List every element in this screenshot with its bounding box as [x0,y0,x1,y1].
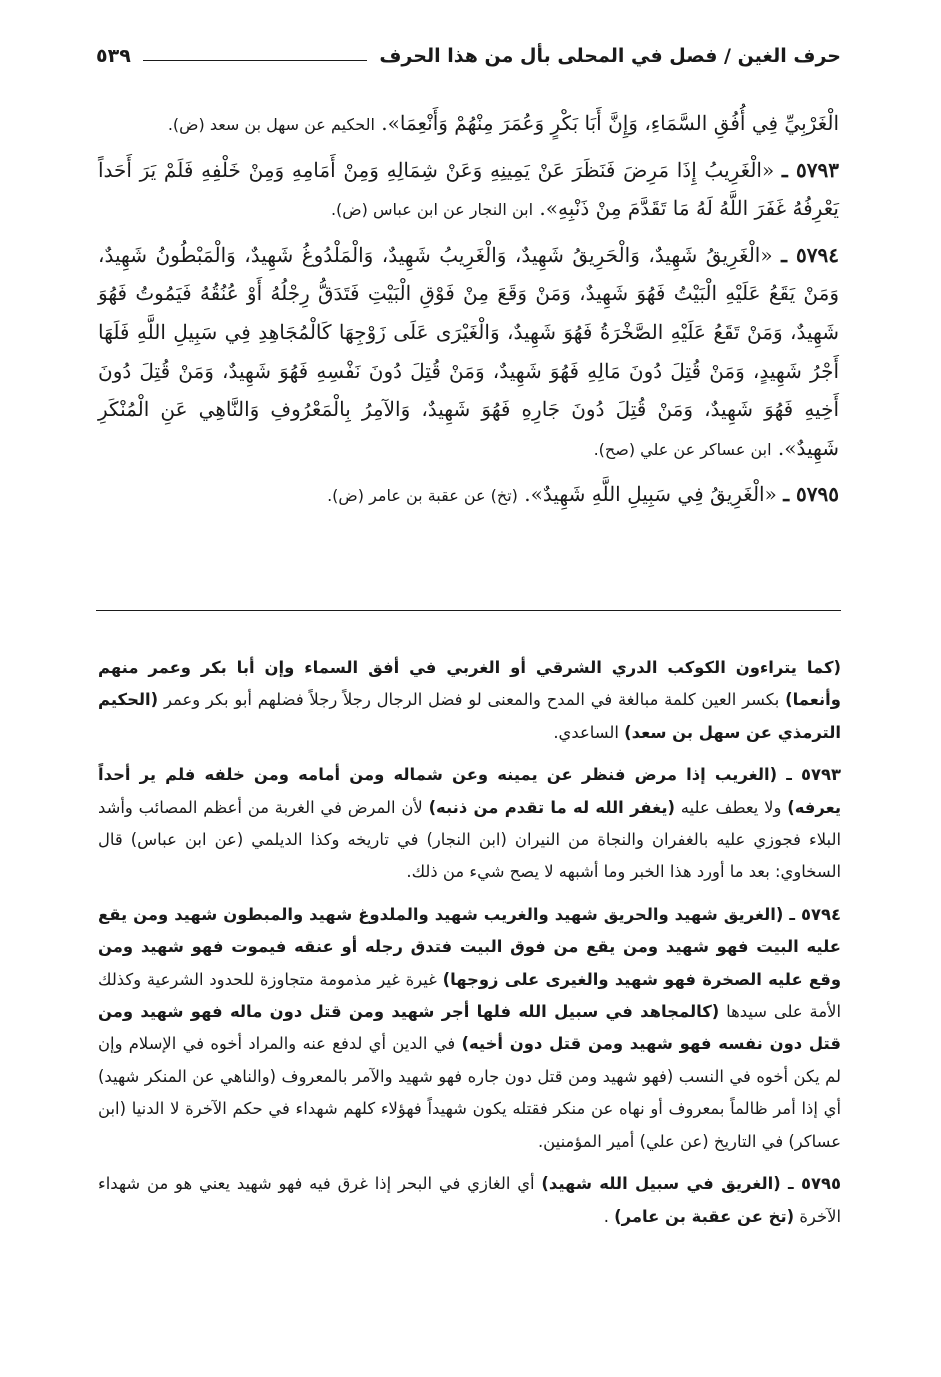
header-rule [143,60,368,61]
header-title: حرف الغين / فصل في المحلى بأل من هذا الحرف [379,45,841,67]
commentary-paragraph [98,1168,841,1233]
commentary-paragraph [98,899,841,1158]
commentary-lead: ٥٧٩٣ ـ (الغريب إذا مرض فنظر عن يمينه وعن شماله ومن أمامه ومن خلفه فلم ير أحداً يعرفه) [98,765,841,817]
commentary-lead: ٥٧٩٥ ـ (الغريق في سبيل الله شهيد) [541,1174,841,1194]
hadith-source: (تخ) عن عقبة بن عامر (ض). [327,486,518,506]
commentary-block [98,652,841,1243]
commentary-body: ولا يعطف عليه [680,797,782,817]
footnote-divider [96,610,841,611]
commentary-end: . [603,1206,609,1226]
hadith-5795 [98,475,839,516]
hadith-text-block [98,104,839,522]
commentary-lead: ٥٧٩٤ ـ (الغريق شهيد والحريق شهيد والغريب شهيد والملدوغ شهيد والمبطون شهيد ومن يقع عليه البيت فهو شهيد ومن يقع من فوق البيت فتدق رجله أو عنقه فيموت فهو شهيد ومن وقع عليه الصخرة فهو شهيد والغيرى على زوجها) [98,904,842,989]
page-number: ٥٣٩ [96,45,131,67]
commentary-end: الساعدي. [553,722,619,742]
hadith-continuation [98,104,839,145]
commentary-paragraph [98,759,841,889]
commentary-tail: (تخ عن عقبة بن عامر) [614,1206,795,1226]
running-header [96,36,841,76]
commentary-lead: (كما يتراءون الكوكب الدري الشرقي أو الغربي في أفق السماء وإن أبا بكر وعمر منهم وأنعما) [98,658,841,710]
hadith-number: ٥٧٩٥ ـ [783,482,839,507]
hadith-source: الحكيم عن سهل بن سعد (ض). [167,115,375,134]
commentary-tail: (كالمجاهد في سبيل الله فلها أجر شهيد ومن قتل دون ماله فهو شهيد ومن قتل دون نفسه فهو شهيد ومن قتل دون أخيه) [98,1002,841,1054]
commentary-body: غيرة غير مذمومة متجاوزة للحدود الشرعية وكذلك الأمة على سيدها [98,969,841,1022]
hadith-text: الْغَرْبِيِّ فِي أُفُقِ السَّمَاءِ، وَإِنَّ أَبَا بَكْرٍ وَعُمَرَ مِنْهُمْ وَأَنْعِمَا». [381,111,839,135]
hadith-source: ابن عساكر عن علي (صح). [593,439,772,459]
hadith-text: «الْغَرِيقُ شَهِيدٌ، وَالْحَرِيقُ شَهِيدٌ، وَالْغَرِيبُ شَهِيدٌ، وَالْمَلْدُوغُ شَهِيدٌ، وَالْمَبْطُونُ شَهِيدٌ، وَمَنْ يَقَعُ عَلَيْهِ الْبَيْتُ فَهُوَ شَهِيدٌ، وَمَنْ وَقَعَ مِنْ فَوْقِ الْبَيْتِ فَتَدَقُّ رِجْلُهُ أَوْ عُنُقُهُ فَيَمُوتُ فَهُوَ شَهِيدٌ، وَمَنْ تَقَعُ عَلَيْهِ الصَّخْرَةُ فَهُوَ شَهِيدٌ، وَالْغَيْرَى عَلَى زَوْجِهَا كَالْمُجَاهِدِ فِي سَبِيلِ اللَّهِ فَلَهَا أَجْرُ شَهِيدٍ، وَمَنْ قُتِلَ دُونَ مَالِهِ فَهُوَ شَهِيدٌ، وَمَنْ قُتِلَ دُونَ نَفْسِهِ فَهُوَ شَهِيدٌ، وَمَنْ قُتِلَ دُونَ أَخِيهِ فَهُوَ شَهِيدٌ، وَمَنْ قُتِلَ دُونَ جَارِهِ فَهُوَ شَهِيدٌ، وَالآمِرُ بِالْمَعْرُوفِ وَالنَّاهِي عَنِ الْمُنْكَرِ شَهِيدٌ». [98,242,839,460]
hadith-5794 [98,236,839,470]
hadith-5793 [98,151,839,230]
commentary-tail: (يغفر الله له ما تقدم من ذنبه) [428,797,675,817]
hadith-text: «الْغَرِيقُ فِي سَبِيلِ اللَّهِ شَهِيدٌ». [524,482,777,507]
hadith-number: ٥٧٩٤ ـ [781,242,839,267]
commentary-end: لأن المرض في الغربة من أعظم المصائب وأشد البلاء فجوزي عليه بالغفران والنجاة من النيران (ابن النجار) في تاريخه وكذا الديلمي (عن ابن عباس) قال السخاوي: بعد ما أورد هذا الخبر وما أشبهه لا يصح شيء من ذلك. [98,797,841,882]
commentary-body: بكسر العين كلمة مبالغة في المدح والمعنى لو فضل الرجال رجلاً رجلاً فضلهم أبو بكر وعمر [163,690,780,710]
commentary-paragraph [98,652,841,749]
commentary-end: في الدين أي لدفع عنه والمراد أخوه في الإسلام وإن لم يكن أخوه في النسب (فهو شهيد ومن قتل دون جاره فهو شهيد والآمر بالمعروف (والناهي عن المنكر شهيد) أي إذا أمر ظالماً بمعروف أو نهاه عن منكر فقتله يكون شهيداً فهؤلاء كلهم شهداء في حكم الآخرة لا الدنيا (ابن عساكر) في التاريخ (عن علي) أمير المؤمنين. [98,1034,841,1151]
hadith-source: ابن النجار عن ابن عباس (ض). [330,200,534,220]
commentary-body: أي الغازي في البحر إذا غرق فيه فهو شهيد يعني هو من شهداء الآخرة [98,1174,841,1226]
hadith-text: «الْغَرِيبُ إِذَا مَرِضَ فَنَظَرَ عَنْ يَمِينِهِ وَعَنْ شِمَالِهِ وَمِنْ أَمَامِهِ وَمِنْ خَلْفِهِ فَلَمْ يَرَ أَحَداً يَعْرِفُهُ غَفَرَ اللَّهُ لَهُ مَا تَقَدَّمَ مِنْ ذَنْبِهِ». [98,157,839,221]
hadith-number: ٥٧٩٣ ـ [781,157,839,182]
commentary-tail: (الحكيم الترمذي عن سهل بن سعد) [98,690,841,742]
